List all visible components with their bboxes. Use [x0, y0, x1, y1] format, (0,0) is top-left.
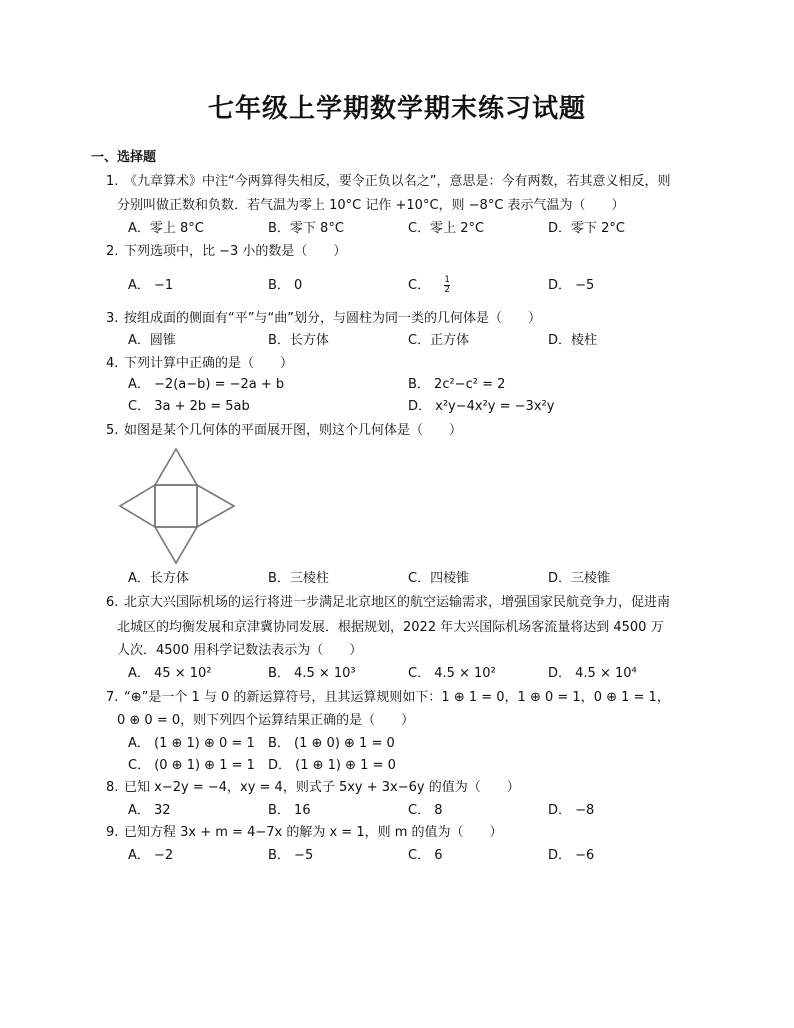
- q6-option-b[interactable]: B． 4.5 × 10³: [268, 666, 356, 681]
- net-triangle-bottom: [155, 527, 197, 563]
- question-7-continued: 0 ⊕ 0 = 0，则下列四个运算结果正确的是（ ）: [117, 713, 415, 728]
- q8-option-c[interactable]: C． 8: [408, 803, 443, 818]
- q4-option-a[interactable]: A． −2(a−b) = −2a + b: [128, 377, 285, 392]
- q9-option-a[interactable]: A． −2: [128, 848, 174, 863]
- question-number: 3.: [106, 311, 119, 326]
- q3-option-b[interactable]: B．长方体: [268, 333, 329, 348]
- q5-option-d[interactable]: D．三棱锥: [548, 571, 611, 586]
- q4-option-d[interactable]: D． x²y−4x²y = −3x²y: [408, 399, 555, 414]
- question-text: 已知方程 3x + m = 4−7x 的解为 x = 1，则 m 的值为（ ）: [124, 825, 503, 840]
- fraction: [444, 276, 450, 295]
- question-8: [106, 777, 520, 799]
- q4-option-c[interactable]: C． 3a + 2b = 5ab: [128, 399, 250, 414]
- net-square-base: [155, 485, 197, 527]
- question-3: [106, 308, 541, 330]
- question-number: 9.: [106, 825, 119, 840]
- q1-option-a[interactable]: A．零上 8°C: [128, 221, 204, 236]
- q3-option-a[interactable]: A．圆锥: [128, 333, 176, 348]
- question-number: 7.: [106, 690, 119, 705]
- q3-option-c[interactable]: C．正方体: [408, 333, 470, 348]
- question-9: [106, 822, 503, 844]
- question-text: “⊕”是一个 1 与 0 的新运算符号，且其运算规则如下：1 ⊕ 1 = 0，1 ⊕ 0 = 1，0 ⊕ 1 = 1，: [124, 690, 670, 705]
- question-6-continued: 人次．4500 用科学记数法表示为（ ）: [117, 643, 363, 658]
- q1-option-b[interactable]: B．零下 8°C: [268, 221, 344, 236]
- q6-option-a[interactable]: A． 45 × 10²: [128, 666, 212, 681]
- question-number: 8.: [106, 780, 119, 795]
- q6-option-c[interactable]: C． 4.5 × 10²: [408, 666, 496, 681]
- question-4: [106, 353, 293, 375]
- q6-option-d[interactable]: D． 4.5 × 10⁴: [548, 666, 637, 681]
- q5-option-a[interactable]: A．长方体: [128, 571, 189, 586]
- net-triangle-right: [197, 485, 234, 527]
- page-title: 七年级上学期数学期末练习试题: [207, 94, 586, 124]
- q2-option-c[interactable]: [408, 276, 450, 296]
- q7-option-b[interactable]: B． (1 ⊕ 0) ⊕ 1 = 0: [268, 736, 395, 751]
- question-number: 6.: [106, 595, 119, 610]
- q1-option-d[interactable]: D．零下 2°C: [548, 221, 625, 236]
- question-text: 北京大兴国际机场的运行将进一步满足北京地区的航空运输需求，增强国家民航竞争力，促进南: [124, 595, 671, 610]
- q9-option-b[interactable]: B． −5: [268, 848, 314, 863]
- question-number: 1.: [106, 174, 119, 189]
- fraction-numerator: 1: [444, 275, 450, 285]
- q1-option-c[interactable]: C．零上 2°C: [408, 221, 485, 236]
- q8-option-a[interactable]: A． 32: [128, 803, 171, 818]
- question-6-continued: 北城区的均衡发展和京津冀协同发展．根据规划，2022 年大兴国际机场客流量将达到 4500 万: [117, 620, 664, 635]
- question-number: 5.: [106, 423, 119, 438]
- question-text: 下列选项中，比 −3 小的数是（ ）: [124, 244, 347, 259]
- question-1: [106, 171, 670, 193]
- question-text: 按组成面的侧面有“平”与“曲”划分，与圆柱为同一类的几何体是（ ）: [124, 311, 541, 326]
- question-text: 如图是某个几何体的平面展开图，则这个几何体是（ ）: [124, 423, 463, 438]
- q9-option-d[interactable]: D． −6: [548, 848, 595, 863]
- q5-option-c[interactable]: C．四棱锥: [408, 571, 470, 586]
- question-7: [106, 687, 670, 709]
- q2-option-b[interactable]: B． 0: [268, 278, 303, 293]
- q2-option-a[interactable]: A． −1: [128, 278, 174, 293]
- q2-option-d[interactable]: D． −5: [548, 278, 595, 293]
- q5-option-b[interactable]: B．三棱柱: [268, 571, 329, 586]
- q8-option-b[interactable]: B． 16: [268, 803, 311, 818]
- question-number: 4.: [106, 356, 119, 371]
- question-text: 《九章算术》中注“今两算得失相反，要令正负以名之”，意思是：今有两数，若其意义相反，则: [124, 174, 671, 189]
- pyramid-net-figure: [118, 447, 238, 565]
- question-text: 下列计算中正确的是（ ）: [124, 356, 294, 371]
- question-1-continued: 分别叫做正数和负数．若气温为零上 10°C 记作 +10°C，则 −8°C 表示气温为（ ）: [117, 198, 625, 213]
- q7-option-d[interactable]: D． (1 ⊕ 1) ⊕ 1 = 0: [268, 758, 396, 773]
- section-heading: 一、选择题: [91, 150, 157, 165]
- q7-option-c[interactable]: C． (0 ⊕ 1) ⊕ 1 = 1: [128, 758, 255, 773]
- net-triangle-top: [155, 449, 197, 485]
- question-number: 2.: [106, 244, 119, 259]
- q4-option-b[interactable]: B． 2c²−c² = 2: [408, 377, 506, 392]
- option-label: C．: [408, 278, 431, 293]
- q7-option-a[interactable]: A． (1 ⊕ 1) ⊕ 0 = 1: [128, 736, 255, 751]
- q9-option-c[interactable]: C． 6: [408, 848, 443, 863]
- q8-option-d[interactable]: D． −8: [548, 803, 595, 818]
- question-6: [106, 592, 670, 614]
- question-text: 已知 x−2y = −4，xy = 4，则式子 5xy + 3x−6y 的值为（ ）: [124, 780, 520, 795]
- fraction-denominator: 2: [444, 285, 450, 295]
- question-2: [106, 241, 346, 263]
- q3-option-d[interactable]: D．棱柱: [548, 333, 598, 348]
- net-triangle-left: [120, 485, 155, 527]
- question-5: [106, 420, 462, 442]
